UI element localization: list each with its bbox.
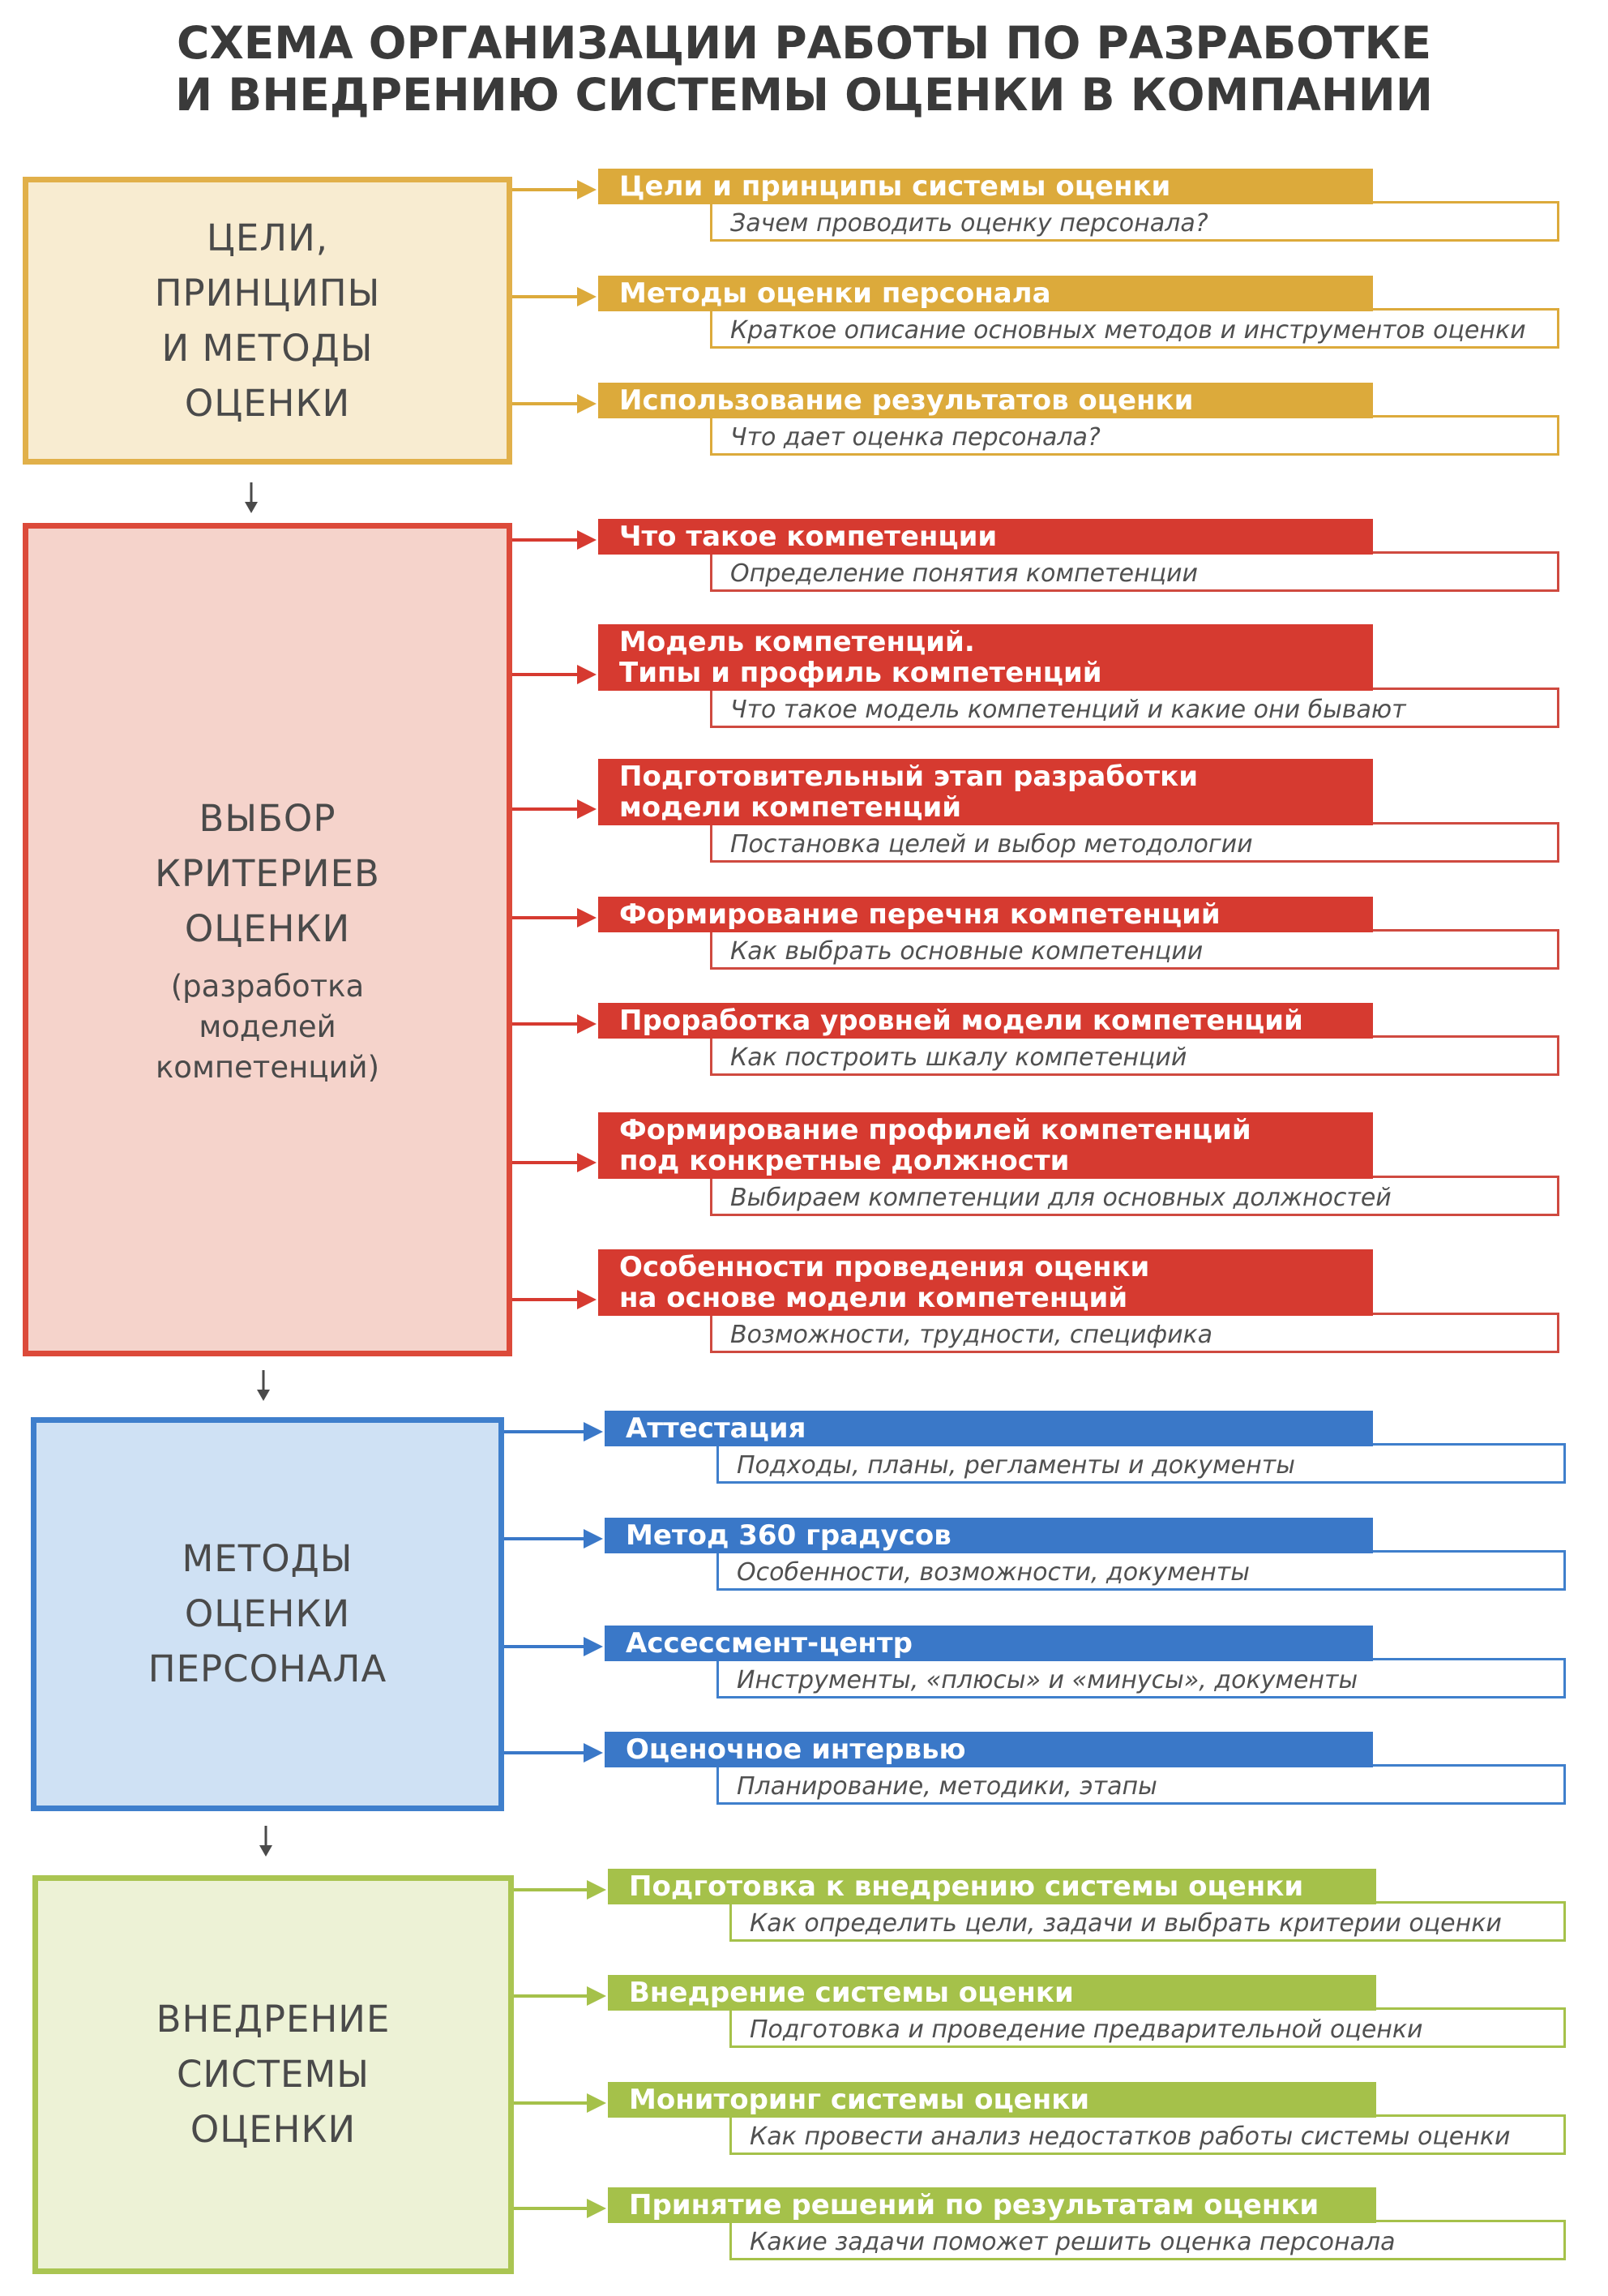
item-heading: Формирование профилей компетенций под конкретные должности: [598, 1112, 1373, 1179]
item-heading: Проработка уровней модели компетенций: [598, 1003, 1373, 1039]
item-heading: Цели и принципы системы оценки: [598, 169, 1373, 204]
connector-line: [504, 1645, 585, 1648]
connector-line: [512, 807, 579, 811]
item-description: Инструменты, «плюсы» и «минусы», документы: [716, 1658, 1566, 1698]
connector-arrowhead-icon: [587, 1986, 606, 2006]
item-heading: Использование результатов оценки: [598, 383, 1373, 418]
diagram-title-line-1: СХЕМА ОРГАНИЗАЦИИ РАБОТЫ ПО РАЗРАБОТКЕ: [176, 17, 1432, 69]
connector-line: [514, 1888, 588, 1891]
connector-line: [504, 1751, 585, 1754]
connector-arrowhead-icon: [587, 2199, 606, 2218]
section-title: ЦЕЛИ, ПРИНЦИПЫ И МЕТОДЫ ОЦЕНКИ: [154, 216, 381, 425]
item-description: Планирование, методики, этапы: [716, 1764, 1566, 1805]
item-heading: Особенности проведения оценки на основе модели компетенций: [598, 1249, 1373, 1316]
item-description: Возможности, трудности, специфика: [710, 1313, 1559, 1353]
section-box-blue: [31, 1417, 504, 1811]
connector-line: [512, 916, 579, 919]
item-heading: Ассессмент-центр: [605, 1626, 1373, 1661]
item-description: Определение понятия компетенции: [710, 551, 1559, 592]
section-box-green: [32, 1875, 514, 2274]
connector-arrowhead-icon: [584, 1637, 603, 1656]
connector-line: [512, 402, 579, 405]
section-subtitle: (разработка моделей компетенций): [155, 969, 380, 1085]
item-heading: Мониторинг системы оценки: [608, 2082, 1376, 2118]
connector-arrowhead-icon: [577, 287, 597, 306]
item-description: Подходы, планы, регламенты и документы: [716, 1443, 1566, 1484]
item-description: Как построить шкалу компетенций: [710, 1035, 1559, 1076]
item-description: Что такое модель компетенций и какие они бывают: [710, 688, 1559, 728]
connector-line: [512, 188, 579, 191]
item-description: Подготовка и проведение предварительной оценки: [729, 2007, 1566, 2048]
item-heading: Подготовка к внедрению системы оценки: [608, 1869, 1376, 1904]
connector-arrowhead-icon: [577, 1014, 597, 1034]
connector-arrowhead-icon: [577, 908, 597, 927]
connector-line: [512, 1022, 579, 1026]
connector-arrowhead-icon: [577, 530, 597, 550]
connector-line: [512, 295, 579, 298]
connector-line: [512, 673, 579, 676]
item-description: Как провести анализ недостатков работы системы оценки: [729, 2114, 1566, 2155]
item-heading: Формирование перечня компетенций: [598, 897, 1373, 932]
connector-arrowhead-icon: [577, 665, 597, 684]
connector-line: [512, 1298, 579, 1301]
item-heading: Модель компетенций. Типы и профиль компетенций: [598, 624, 1373, 691]
section-title: МЕТОДЫ ОЦЕНКИ ПЕРСОНАЛА: [148, 1537, 387, 1690]
connector-arrowhead-icon: [587, 2093, 606, 2113]
connector-line: [514, 1994, 588, 1998]
item-heading: Внедрение системы оценки: [608, 1975, 1376, 2011]
connector-arrowhead-icon: [584, 1743, 603, 1763]
section-box-yellow: [23, 177, 512, 465]
item-heading: Аттестация: [605, 1411, 1373, 1446]
connector-arrowhead-icon: [577, 394, 597, 413]
item-heading: Подготовительный этап разработки модели компетенций: [598, 759, 1373, 825]
connector-arrowhead-icon: [577, 180, 597, 199]
connector-line: [514, 2207, 588, 2210]
item-description: Какие задачи поможет решить оценка персонала: [729, 2220, 1566, 2260]
item-description: Как выбрать основные компетенции: [710, 929, 1559, 970]
connector-line: [512, 538, 579, 542]
connector-line: [504, 1537, 585, 1540]
item-heading: Оценочное интервью: [605, 1732, 1373, 1767]
section-title: ВНЕДРЕНИЕ СИСТЕМЫ ОЦЕНКИ: [156, 1998, 391, 2151]
connector-line: [512, 1161, 579, 1164]
item-description: Выбираем компетенции для основных должностей: [710, 1176, 1559, 1216]
connector-arrowhead-icon: [577, 799, 597, 819]
connector-arrowhead-icon: [587, 1880, 606, 1900]
item-heading: Методы оценки персонала: [598, 276, 1373, 311]
connector-line: [514, 2101, 588, 2105]
connector-arrowhead-icon: [584, 1422, 603, 1441]
item-description: Как определить цели, задачи и выбрать критерии оценки: [729, 1901, 1566, 1942]
item-heading: Что такое компетенции: [598, 519, 1373, 555]
section-box-red: [23, 523, 512, 1356]
item-description: Зачем проводить оценку персонала?: [710, 201, 1559, 242]
down-arrow-icon: [242, 482, 261, 515]
item-description: Краткое описание основных методов и инструментов оценки: [710, 308, 1559, 349]
connector-arrowhead-icon: [577, 1153, 597, 1172]
item-description: Постановка целей и выбор методологии: [710, 822, 1559, 863]
connector-arrowhead-icon: [577, 1290, 597, 1309]
down-arrow-icon: [256, 1826, 276, 1858]
item-description: Что дает оценка персонала?: [710, 415, 1559, 456]
item-description: Особенности, возможности, документы: [716, 1550, 1566, 1591]
connector-line: [504, 1430, 585, 1433]
down-arrow-icon: [254, 1370, 273, 1403]
diagram-title-line-2: И ВНЕДРЕНИЮ СИСТЕМЫ ОЦЕНКИ В КОМПАНИИ: [175, 69, 1433, 121]
item-heading: Метод 360 градусов: [605, 1518, 1373, 1553]
item-heading: Принятие решений по результатам оценки: [608, 2187, 1376, 2223]
section-title: ВЫБОР КРИТЕРИЕВ ОЦЕНКИ: [155, 797, 380, 950]
connector-arrowhead-icon: [584, 1529, 603, 1549]
